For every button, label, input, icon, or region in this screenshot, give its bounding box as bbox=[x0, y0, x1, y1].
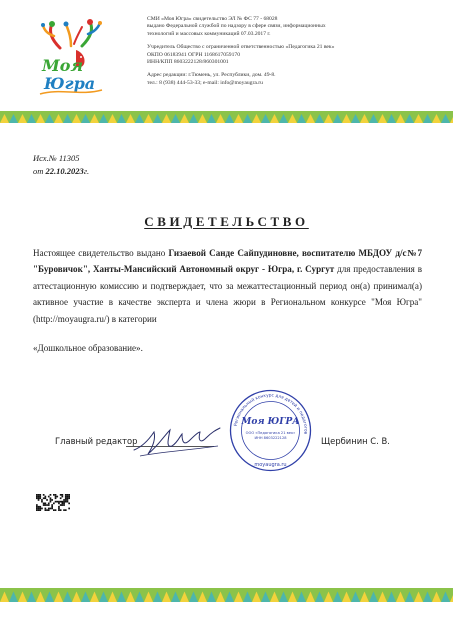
qr-module bbox=[45, 496, 47, 498]
qr-module bbox=[65, 501, 67, 503]
reference-number: Исх.№ 11305 bbox=[33, 153, 80, 163]
qr-module bbox=[58, 503, 60, 505]
certificate-body bbox=[33, 245, 422, 327]
qr-module bbox=[62, 503, 64, 505]
address-block bbox=[147, 72, 447, 87]
reference-block bbox=[33, 152, 89, 178]
qr-module bbox=[63, 499, 65, 501]
ornament-band-bottom bbox=[0, 588, 453, 602]
qr-module bbox=[56, 496, 58, 498]
qr-module bbox=[60, 494, 62, 496]
qr-module bbox=[68, 503, 70, 505]
qr-module bbox=[43, 503, 45, 505]
qr-code-icon bbox=[36, 494, 70, 511]
qr-module bbox=[60, 509, 62, 511]
media-registration-info bbox=[147, 16, 447, 93]
date-suffix: г. bbox=[83, 166, 90, 176]
qr-module bbox=[56, 501, 58, 503]
qr-module bbox=[39, 506, 41, 508]
document-title: СВИДЕТЕЛЬСТВО bbox=[144, 214, 309, 229]
qr-module bbox=[46, 499, 48, 501]
qr-module bbox=[48, 509, 50, 511]
qr-module bbox=[63, 504, 65, 506]
qr-module bbox=[45, 497, 47, 499]
qr-module bbox=[65, 497, 67, 499]
qr-module bbox=[36, 497, 38, 499]
qr-module bbox=[48, 504, 50, 506]
qr-module bbox=[63, 509, 65, 511]
qr-module bbox=[67, 499, 69, 501]
qr-module bbox=[67, 497, 69, 499]
body-text: для предоставления в аттестационную комиссию и подтверждает, что за межаттестационный период он(а) принимал(а) активное участие в качестве эксперта и члена жюри в Региональном конкурсе "Моя Югра" (http://moyaugra.ru/) в категории bbox=[33, 264, 422, 324]
header-line: Учредитель Общество с ограниченной ответственностью «Педагогика 21 век» bbox=[147, 44, 335, 51]
qr-module bbox=[60, 504, 62, 506]
qr-module bbox=[68, 497, 70, 499]
qr-module bbox=[53, 509, 55, 511]
qr-module bbox=[43, 504, 45, 506]
official-stamp bbox=[228, 388, 313, 473]
qr-module bbox=[39, 497, 41, 499]
qr-module bbox=[50, 494, 52, 496]
qr-module bbox=[65, 494, 67, 496]
qr-module bbox=[65, 509, 67, 511]
qr-module bbox=[38, 506, 40, 508]
qr-module bbox=[38, 497, 40, 499]
qr-module bbox=[50, 501, 52, 503]
qr-module bbox=[63, 503, 65, 505]
qr-module bbox=[58, 506, 60, 508]
qr-module bbox=[55, 496, 57, 498]
qr-module bbox=[51, 499, 53, 501]
media-registration-block bbox=[147, 16, 447, 38]
qr-module bbox=[39, 496, 41, 498]
qr-module bbox=[41, 499, 43, 501]
qr-module bbox=[48, 503, 50, 505]
qr-module bbox=[60, 501, 62, 503]
qr-module bbox=[41, 501, 43, 503]
qr-module bbox=[36, 508, 38, 510]
header-line: выдано Федеральной службой по надзору в сфере связи, информационных bbox=[147, 23, 326, 30]
qr-module bbox=[51, 504, 53, 506]
moya-yugra-logo bbox=[30, 16, 112, 98]
header-line: технологий и массовых коммуникаций 07.03.2017 г. bbox=[147, 30, 271, 37]
qr-module bbox=[45, 509, 47, 511]
qr-module bbox=[68, 496, 70, 498]
reference-date-line bbox=[33, 165, 89, 178]
qr-module bbox=[39, 508, 41, 510]
svg-text:Моя ЮГРА: Моя ЮГРА bbox=[241, 417, 300, 427]
qr-module bbox=[51, 508, 53, 510]
svg-text:Югра: Югра bbox=[44, 74, 96, 93]
reference-date: 22.10.2023 bbox=[45, 166, 84, 176]
qr-module bbox=[55, 501, 57, 503]
qr-module bbox=[51, 506, 53, 508]
qr-module bbox=[58, 508, 60, 510]
handwritten-signature bbox=[130, 416, 225, 462]
qr-module bbox=[45, 504, 47, 506]
qr-module bbox=[55, 494, 57, 496]
qr-module bbox=[45, 503, 47, 505]
qr-module bbox=[67, 496, 69, 498]
qr-module bbox=[43, 494, 45, 496]
ornament-band-top bbox=[0, 111, 453, 123]
qr-module bbox=[38, 494, 40, 496]
qr-module bbox=[58, 501, 60, 503]
qr-module bbox=[39, 509, 41, 511]
qr-module bbox=[45, 508, 47, 510]
qr-module bbox=[36, 496, 38, 498]
svg-text:ИНН 8603222128: ИНН 8603222128 bbox=[254, 436, 287, 440]
qr-module bbox=[46, 504, 48, 506]
svg-text:Региональный конкурс для детей: Региональный конкурс для детей и педагогов bbox=[233, 393, 308, 435]
qr-module bbox=[36, 504, 38, 506]
qr-module bbox=[48, 508, 50, 510]
header-line: СМИ «Моя Югра» свидетельство ЭЛ № ФС 77 - 68028 bbox=[147, 16, 278, 22]
qr-module bbox=[55, 509, 57, 511]
category-name: «Дошкольное образование». bbox=[33, 343, 143, 353]
qr-module bbox=[38, 509, 40, 511]
qr-module bbox=[68, 494, 70, 496]
svg-text:moyaugra.ru: moyaugra.ru bbox=[254, 462, 287, 468]
qr-module bbox=[62, 494, 64, 496]
qr-module bbox=[39, 494, 41, 496]
qr-module bbox=[53, 494, 55, 496]
recipient-name: Гизаевой Санде Сайпудиновне, воспитателю МБДОУ д/с№7 "Буровичок", Ханты-Мансийский Автономный округ - Югра, г. Сургут bbox=[33, 248, 423, 275]
qr-module bbox=[36, 506, 38, 508]
qr-module bbox=[55, 497, 57, 499]
qr-module bbox=[38, 496, 40, 498]
qr-module bbox=[38, 508, 40, 510]
qr-module bbox=[65, 499, 67, 501]
qr-module bbox=[43, 497, 45, 499]
qr-module bbox=[50, 497, 52, 499]
qr-module bbox=[63, 501, 65, 503]
signatory-name: Щербинин С. В. bbox=[321, 436, 390, 446]
body-intro: Настоящее свидетельство выдано bbox=[33, 248, 166, 258]
qr-module bbox=[50, 508, 52, 510]
qr-module bbox=[48, 496, 50, 498]
qr-module bbox=[50, 499, 52, 501]
qr-module bbox=[53, 503, 55, 505]
qr-module bbox=[36, 509, 38, 511]
qr-module bbox=[41, 508, 43, 510]
qr-module bbox=[65, 496, 67, 498]
qr-module bbox=[68, 508, 70, 510]
qr-module bbox=[62, 496, 64, 498]
qr-module bbox=[46, 509, 48, 511]
header-line: тел.: 8 (938) 444-53-33; e-mail: info@moyaugra.ru bbox=[147, 79, 263, 86]
qr-module bbox=[62, 504, 64, 506]
header-line: ИНН/КПП 8603222128/860301001 bbox=[147, 59, 229, 66]
qr-module bbox=[58, 509, 60, 511]
header-line: Адрес редакции: г.Тюмень, ул. Республики, дом. 49-8. bbox=[147, 72, 276, 79]
qr-module bbox=[67, 501, 69, 503]
qr-module bbox=[67, 494, 69, 496]
date-prefix: от bbox=[33, 166, 44, 176]
svg-text:Моя: Моя bbox=[42, 56, 84, 75]
qr-module bbox=[36, 494, 38, 496]
signature-role: Главный редактор bbox=[55, 436, 138, 446]
qr-module bbox=[38, 499, 40, 501]
svg-text:ООО «Педагогика 21 век»: ООО «Педагогика 21 век» bbox=[245, 431, 296, 435]
header-line: ОКПО 06183941 ОГРН 1168617059170 bbox=[147, 51, 240, 58]
founder-block bbox=[147, 44, 447, 66]
qr-module bbox=[60, 497, 62, 499]
qr-module bbox=[62, 501, 64, 503]
